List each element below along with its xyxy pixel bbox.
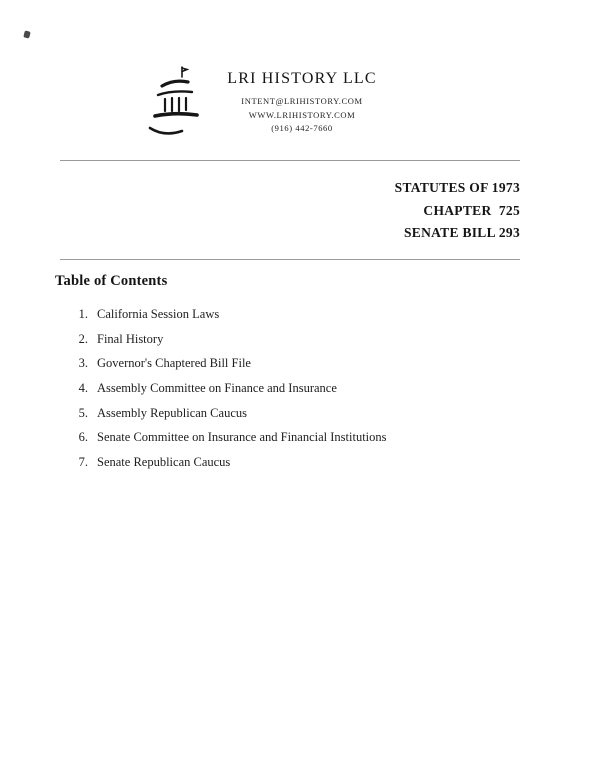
divider-top	[60, 160, 520, 161]
capitol-sketch-logo-icon	[142, 62, 210, 142]
toc-item-label: Assembly Republican Caucus	[97, 405, 247, 420]
company-name: LRI HISTORY LLC	[227, 70, 377, 87]
company-email: INTENT@LRIHISTORY.COM	[241, 96, 363, 106]
toc-item	[70, 456, 387, 469]
letterhead-text	[212, 70, 392, 136]
toc-title: Table of Contents	[55, 273, 168, 289]
senate-bill-line: SENATE BILL 293	[403, 225, 520, 241]
toc-item-number: 6.	[78, 430, 88, 445]
toc-item-number: 1.	[78, 307, 88, 321]
toc-item	[70, 308, 387, 321]
statute-reference-block	[395, 177, 520, 245]
chapter-line: CHAPTER 725	[423, 202, 520, 218]
toc-item-label: California Session Laws	[97, 307, 220, 321]
company-website: WWW.LRIHISTORY.COM	[248, 109, 356, 120]
toc-list	[70, 308, 387, 480]
toc-item	[70, 382, 387, 395]
divider-bottom	[60, 259, 520, 260]
toc-item	[70, 333, 387, 346]
scan-artifact-dot	[23, 30, 31, 38]
toc-item-number: 4.	[78, 380, 88, 395]
toc-item-label: Governor's Chaptered Bill File	[97, 356, 251, 371]
toc-item	[70, 431, 387, 444]
toc-item-label: Final History	[97, 331, 164, 346]
toc-item-number: 2.	[78, 331, 88, 346]
toc-item-number: 7.	[78, 454, 88, 469]
company-phone: (916) 442-7660	[271, 123, 333, 134]
toc-item	[70, 407, 387, 420]
statutes-line: STATUTES OF 1973	[394, 180, 520, 195]
toc-item-label: Assembly Committee on Finance and Insurance	[97, 380, 337, 395]
toc-item-number: 3.	[78, 356, 88, 371]
toc-item	[70, 357, 387, 370]
toc-item-number: 5.	[78, 405, 88, 420]
toc-item-label: Senate Committee on Insurance and Financial Institutions	[97, 430, 387, 445]
toc-item-label: Senate Republican Caucus	[97, 454, 231, 469]
